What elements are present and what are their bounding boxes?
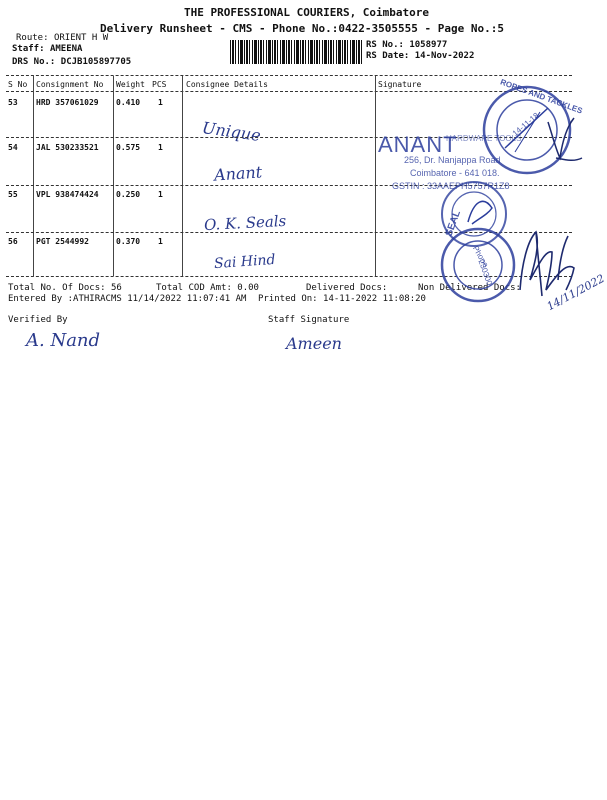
rs-number: RS No.: 1058977 [366,40,448,50]
staff-label: Staff: [12,44,45,54]
phone-seal-number: 230300 [476,258,495,287]
row-pcs: 1 [158,98,163,107]
row-weight: 0.370 [116,237,141,246]
drs-value: DCJB105897705 [60,57,132,67]
entered-by: Entered By :ATHIRACMS 11/14/2022 11:07:41 AM [8,294,247,304]
row-consignment: PGT 2544992 [36,237,89,246]
route-label: Route: [16,33,49,43]
row-weight: 0.250 [116,190,141,199]
total-cod: Total COD Amt: 0.00 [156,283,259,293]
route-value: ORIENT H W [53,33,109,43]
drs-label: DRS No.: [12,57,56,67]
anant-city: Coimbatore - 641 018. [410,168,500,178]
handwritten-consignee: Unique [200,117,262,146]
phone-seal-label: Phone [470,244,491,269]
non-delivered-docs: Non Delivered Docs: [418,283,521,293]
row-consignment: JAL 530233521 [36,143,99,152]
row-weight: 0.575 [116,143,141,152]
anant-gstin: GSTIN : 33AAEPH5757R1Z8 [392,181,510,191]
row-sno: 54 [8,143,18,152]
col-consignment: Consignment No [36,80,104,89]
total-docs: Total No. Of Docs: 56 [8,283,122,293]
signature-date: 14/11/2022 [544,271,607,314]
anant-name: ANANT [378,132,458,157]
ropes-seal-date: 14-11-18 [510,110,541,139]
rs-date: RS Date: 14-Nov-2022 [366,51,475,61]
row-pcs: 1 [158,190,163,199]
verified-signature: A. Nand [26,330,101,351]
delivered-docs: Delivered Docs: [306,283,388,293]
handwritten-consignee: Sai Hind [213,251,277,273]
anant-sub: HARDWARE TOOLS [446,134,522,143]
row-consignment: HRD 357061029 [36,98,99,107]
staff-value: AMEENA [49,44,83,54]
runsheet-subtitle: Delivery Runsheet - CMS - Phone No.:0422-3505555 - Page No.:5 [100,22,504,35]
col-consignee: Consignee Details [186,80,268,89]
seal-label: SEAL [443,209,464,238]
anant-address: 256, Dr. Nanjappa Road [404,155,501,165]
row-consignment: VPL 938474424 [36,190,99,199]
verified-by-label: Verified By [8,315,68,325]
handwritten-consignee: Anant [213,162,263,185]
col-pcs: PCS [152,80,167,89]
row-weight: 0.410 [116,98,141,107]
col-weight: Weight [116,80,145,89]
signature-scribble [520,232,574,296]
row-sno: 55 [8,190,18,199]
col-sno: S No [8,80,28,89]
row-pcs: 1 [158,143,163,152]
check-scribble [548,118,582,160]
printed-on: Printed On: 14-11-2022 11:08:20 [258,294,426,304]
company-title: THE PROFESSIONAL COURIERS, Coimbatore [184,6,430,19]
row-sno: 53 [8,98,18,107]
staff-signature-label: Staff Signature [268,315,350,325]
row-pcs: 1 [158,237,163,246]
staff-signature: Ameen [286,334,342,353]
row-sno: 56 [8,237,18,246]
handwritten-consignee: O. K. Seals [203,211,287,235]
ropes-seal-text: ROPES AND TACKLES [499,77,584,116]
col-signature: Signature [378,80,422,89]
